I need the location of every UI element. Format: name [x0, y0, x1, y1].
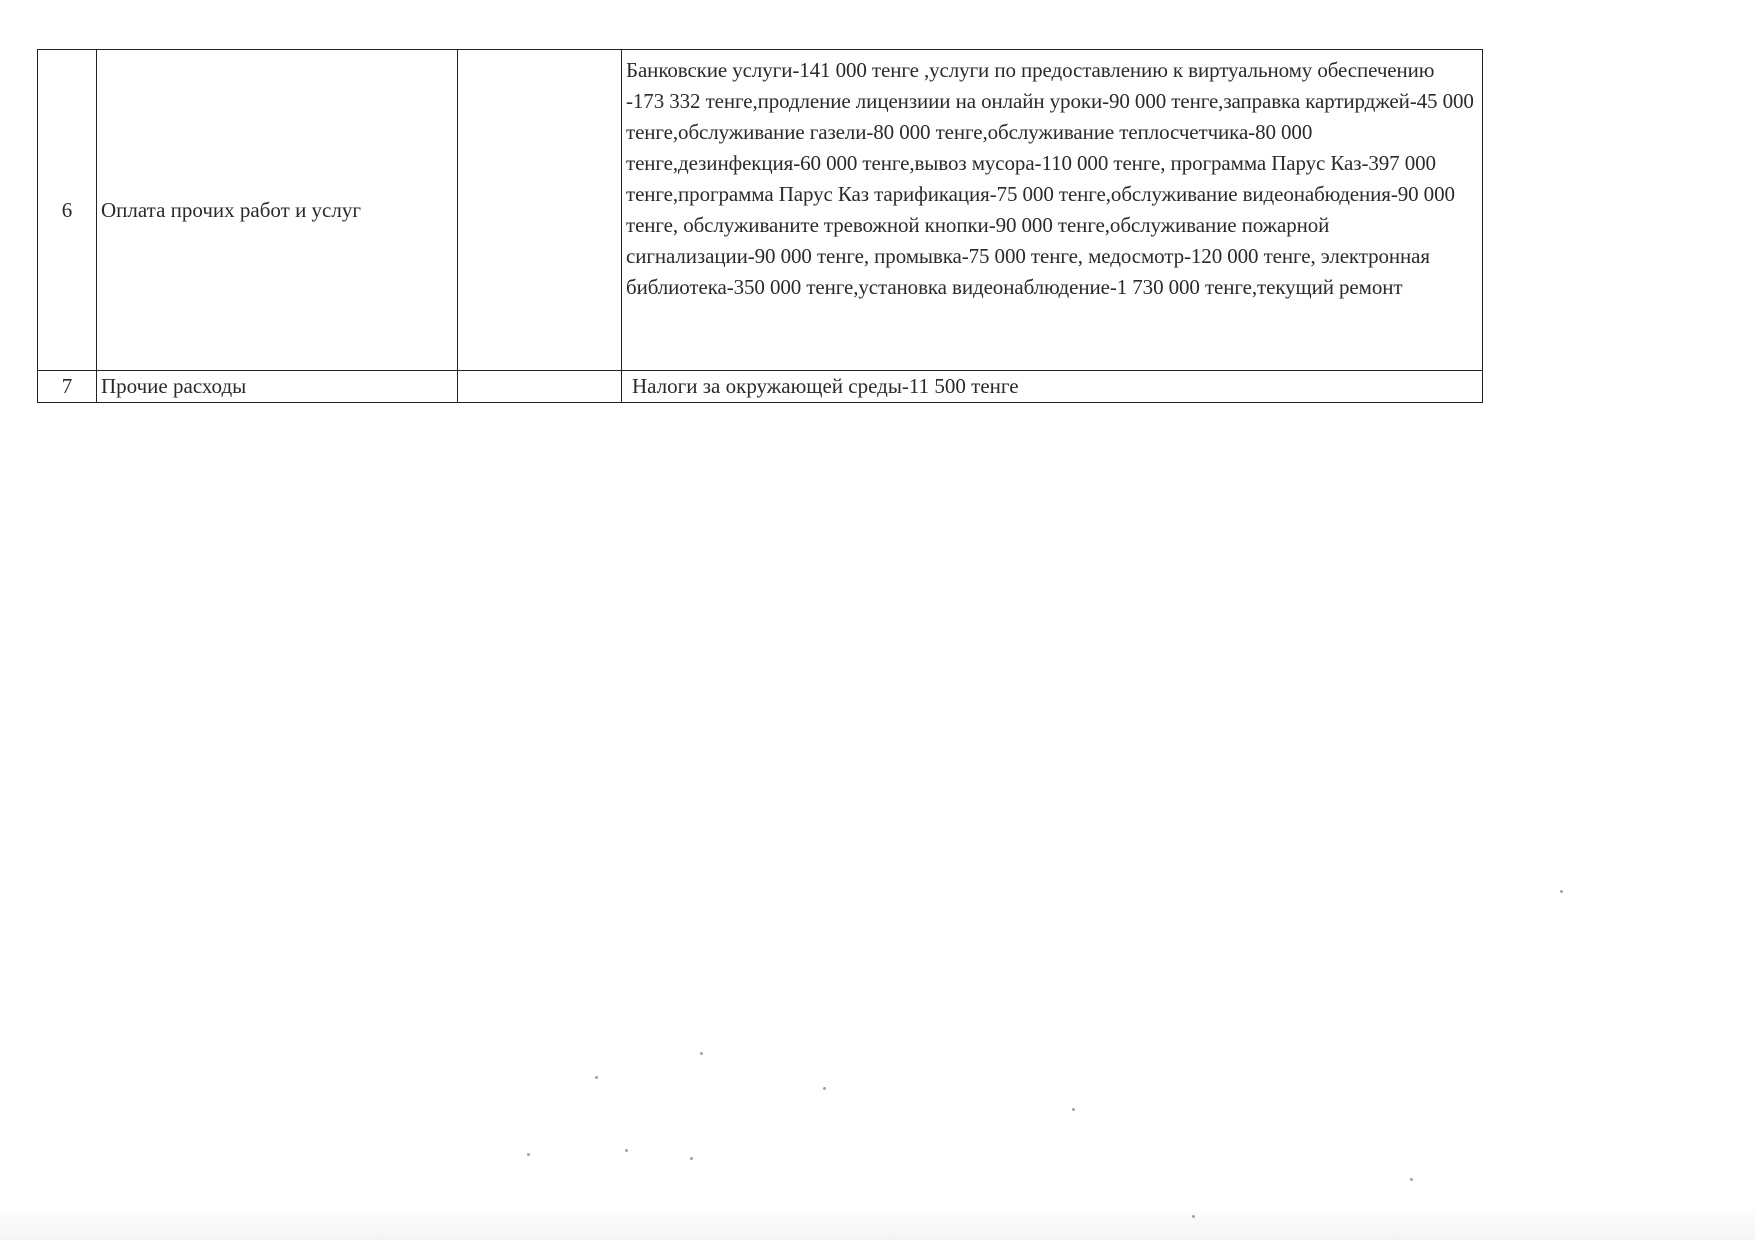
row-number: 6 — [38, 50, 97, 371]
expense-table — [37, 49, 1483, 403]
scan-speck — [1072, 1108, 1075, 1111]
scan-speck — [625, 1149, 628, 1152]
table-row — [38, 371, 1483, 403]
scan-speck — [700, 1052, 703, 1055]
row-number: 7 — [38, 371, 97, 403]
expense-details: Налоги за окружающей среды-11 500 тенге — [622, 371, 1483, 403]
expense-details-cell — [622, 50, 1483, 371]
expense-name: Прочие расходы — [97, 371, 458, 403]
scan-speck — [1560, 890, 1563, 893]
expense-name: Оплата прочих работ и услуг — [97, 50, 458, 371]
scan-speck — [1192, 1215, 1195, 1218]
table-row — [38, 50, 1483, 371]
scan-speck — [823, 1087, 826, 1090]
amount-cell — [458, 50, 622, 371]
scan-speck — [527, 1153, 530, 1156]
scan-speck — [1410, 1178, 1413, 1181]
amount-cell — [458, 371, 622, 403]
scan-edge-shadow — [0, 1205, 1755, 1240]
scan-speck — [595, 1076, 598, 1079]
expense-details: Банковские услуги-141 000 тенге ,услуги по предоставлению к виртуальному обеспечению -173 332 тенге,продление лицензиии на онлайн уроки-90 000 тенге,заправка картирджей-45 000 тенге,обслуживание газели-80 000 тенге,обслуживание теплосчетчика-80 000 тенге,дезинфекция-60 000 тенге,вывоз мусора-110 000 тенге, программа Парус Каз-397 000 тенге,программа Парус Каз тарификация-75 000 тенге,обслуживание видеонабюдения-90 000 тенге, обслуживаните тревожной кнопки-90 000 тенге,обслуживание пожарной сигнализации-90 000 тенге, промывка-75 000 тенге, медосмотр-120 000 тенге, электронная библиотека-350 000 тенге,установка видеонаблюдение-1 730 000 тенге,текущий ремонт — [626, 58, 1474, 299]
scan-speck — [690, 1157, 693, 1160]
